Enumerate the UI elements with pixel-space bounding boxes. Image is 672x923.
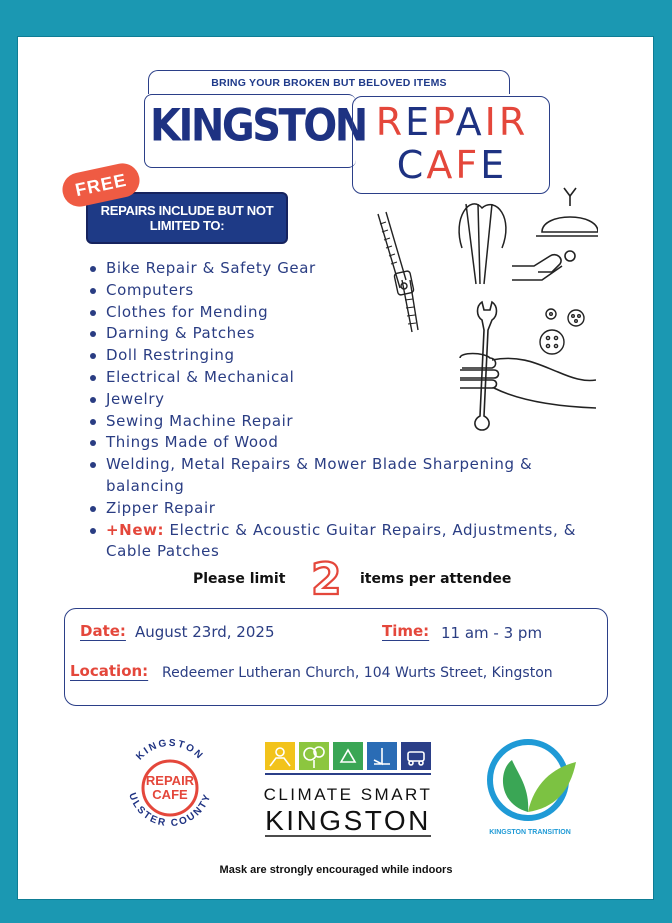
seal-bottom-text: ULSTER COUNTY [126,791,214,830]
repair-list [88,258,608,563]
seal-center-2: CAFE [152,787,188,802]
title-letter: R [375,100,406,144]
limit-before: Please limit [193,571,286,587]
title-letter: E [480,143,508,187]
location-label: Location: [70,662,149,680]
include-heading: REPAIRS INCLUDE BUT NOT LIMITED TO: [86,192,288,244]
climate-smart-line2: KINGSTON [265,805,431,836]
free-badge: FREE [59,160,142,209]
climate-smart-logo [262,740,434,840]
list-item: Clothes for Mending [88,302,608,324]
kingston-transition-logo [478,734,582,840]
title-cafe [358,143,546,187]
list-item: Bike Repair & Safety Gear [88,258,608,280]
seal-top-text: KINGSTON [134,737,206,763]
title-letter: P [432,100,456,144]
climate-smart-line1: CLIMATE SMART [263,785,433,804]
list-item: Darning & Patches [88,323,608,345]
list-item: Sewing Machine Repair [88,411,608,433]
date-label: Date: [80,622,126,640]
limit-after: items per attendee [360,571,512,587]
list-item: Doll Restringing [88,345,608,367]
title-letter: I [484,100,499,144]
title-letter: A [455,100,485,144]
title-repair [358,100,546,144]
list-item-new [88,520,608,564]
svg-text:KINGSTON [134,738,205,763]
title-kingston: KINGSTON [150,100,366,152]
list-item: Computers [88,280,608,302]
new-item-text: Electric & Acoustic Guitar Repairs, Adjustments, & Cable Patches [106,520,577,561]
date-value: August 23rd, 2025 [135,623,275,641]
time-value: 11 am - 3 pm [441,624,543,642]
footer-note: Mask are strongly encouraged while indoors [219,864,453,876]
new-tag: +New: [106,520,165,539]
title-letter: F [455,143,481,187]
list-item: Electrical & Mechanical [88,367,608,389]
title-letter: R [498,100,529,144]
tagline: BRING YOUR BROKEN BUT BELOVED ITEMS [148,70,510,94]
limit-number: 2 [311,554,342,605]
title-letter: C [396,143,427,187]
list-item: Welding, Metal Repairs & Mower Blade Sharpening & balancing [88,454,608,498]
seal-center-1: REPAIR [145,773,195,788]
list-item: Things Made of Wood [88,432,608,454]
repair-cafe-seal-logo [118,732,222,836]
list-item: Zipper Repair [88,498,608,520]
transition-text: KINGSTON TRANSITION [489,829,571,836]
title-letter: E [405,100,433,144]
time-label: Time: [382,622,430,640]
title-letter: A [426,143,456,187]
list-item: Jewelry [88,389,608,411]
location-value: Redeemer Lutheran Church, 104 Wurts Street, Kingston [162,665,553,681]
